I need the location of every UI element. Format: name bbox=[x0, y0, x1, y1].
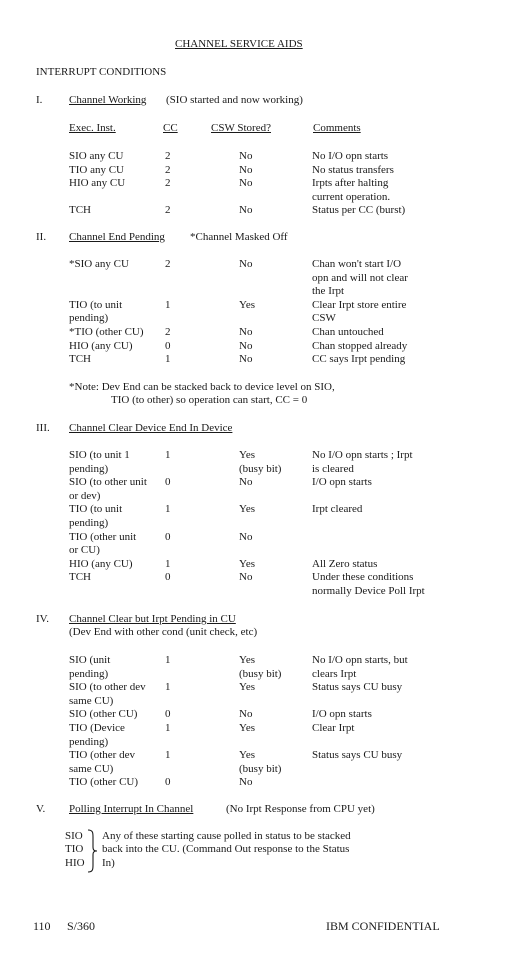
cell-csw-stored: Yes bbox=[239, 557, 256, 570]
cell-cc: 1 bbox=[165, 298, 171, 311]
cell-comment: Status per CC (burst) bbox=[312, 204, 406, 217]
brace-text-line1: Any of these starting cause polled in status to be stacked bbox=[102, 830, 351, 842]
footer-series: S/360 bbox=[67, 919, 96, 933]
cell-comment: No I/O opn starts bbox=[312, 150, 389, 162]
cell-csw-stored: (busy bit) bbox=[239, 462, 282, 475]
cell-cc: 1 bbox=[165, 722, 171, 734]
cell-exec-inst: TIO (to unit bbox=[69, 503, 123, 516]
cell-csw-stored: Yes bbox=[239, 503, 256, 516]
cell-comment: I/O opn starts bbox=[312, 708, 372, 721]
brace-text-line3: In) bbox=[102, 857, 115, 869]
cell-csw-stored: No bbox=[239, 476, 253, 489]
section-5-numeral: V. bbox=[36, 803, 46, 815]
section-4-heading-note: (Dev End with other cond (unit check, etc) bbox=[69, 626, 258, 638]
cell-exec-inst: TCH bbox=[69, 353, 91, 366]
section-2-heading: Channel End Pending bbox=[69, 231, 165, 243]
column-header-comments: Comments bbox=[313, 122, 361, 134]
cell-comment: current operation. bbox=[312, 190, 391, 203]
cell-csw-stored: Yes bbox=[239, 681, 256, 694]
cell-exec-inst: *TIO (other CU) bbox=[69, 326, 144, 338]
cell-exec-inst: same CU) bbox=[69, 694, 114, 707]
cell-exec-inst: TIO (other CU) bbox=[69, 776, 139, 789]
section-3-numeral: III. bbox=[36, 422, 50, 434]
cell-cc: 1 bbox=[165, 654, 171, 666]
cell-exec-inst: pending) bbox=[69, 667, 109, 680]
cell-comment: normally Device Poll Irpt bbox=[312, 585, 425, 597]
cell-cc: 1 bbox=[165, 503, 171, 516]
cell-exec-inst: SIO (other CU) bbox=[69, 708, 138, 721]
cell-exec-inst: TCH bbox=[69, 204, 91, 217]
cell-cc: 1 bbox=[165, 353, 171, 366]
cell-cc: 2 bbox=[165, 326, 171, 338]
cell-comment: No status transfers bbox=[312, 163, 394, 176]
cell-comment: Status says CU busy bbox=[312, 681, 403, 694]
cell-cc: 1 bbox=[165, 749, 171, 762]
cell-comment: the Irpt bbox=[312, 285, 345, 298]
section-3-heading: Channel Clear Device End In Device bbox=[69, 422, 233, 434]
cell-cc: 1 bbox=[165, 557, 171, 570]
section-4-numeral: IV. bbox=[36, 613, 49, 625]
column-header-csw-stored: CSW Stored? bbox=[211, 122, 271, 134]
cell-csw-stored: No bbox=[239, 530, 253, 543]
cell-comment: clears Irpt bbox=[312, 667, 357, 680]
cell-csw-stored: No bbox=[239, 571, 253, 584]
cell-exec-inst: TIO (other dev bbox=[69, 749, 135, 762]
cell-exec-inst: SIO (to other unit bbox=[69, 476, 147, 489]
cell-exec-inst: HIO any CU bbox=[69, 177, 126, 190]
footer-classification: IBM CONFIDENTIAL bbox=[326, 919, 440, 933]
cell-cc: 0 bbox=[165, 708, 171, 721]
cell-csw-stored: Yes bbox=[239, 654, 256, 666]
cell-exec-inst: SIO (unit bbox=[69, 654, 111, 666]
cell-comment: Chan won't start I/O bbox=[312, 258, 402, 270]
cell-comment: Clear Irpt store entire bbox=[312, 298, 407, 311]
page-title: CHANNEL SERVICE AIDS bbox=[175, 38, 303, 50]
cell-cc: 0 bbox=[165, 339, 171, 352]
cell-exec-inst: HIO (any CU) bbox=[69, 339, 133, 352]
cell-csw-stored: (busy bit) bbox=[239, 667, 282, 680]
cell-csw-stored: No bbox=[239, 776, 253, 789]
cell-exec-inst: or dev) bbox=[69, 489, 101, 502]
cell-cc: 2 bbox=[165, 204, 171, 217]
cell-exec-inst: TIO (other unit bbox=[69, 530, 137, 543]
cell-csw-stored: No bbox=[239, 708, 253, 721]
cell-exec-inst: SIO (to unit 1 bbox=[69, 449, 130, 461]
section-1-numeral: I. bbox=[36, 94, 43, 106]
cell-cc: 2 bbox=[165, 177, 171, 190]
cell-comment: Chan stopped already bbox=[312, 339, 408, 352]
cell-comment: Chan untouched bbox=[312, 326, 384, 338]
cell-cc: 0 bbox=[165, 476, 171, 489]
cell-csw-stored: No bbox=[239, 353, 253, 366]
page-subtitle: INTERRUPT CONDITIONS bbox=[36, 66, 167, 78]
cell-csw-stored: No bbox=[239, 163, 253, 176]
cell-exec-inst: TIO (to unit bbox=[69, 298, 123, 311]
cell-csw-stored: No bbox=[239, 339, 253, 352]
cell-csw-stored: No bbox=[239, 177, 253, 190]
cell-comment: I/O opn starts bbox=[312, 476, 372, 489]
cell-exec-inst: TIO any CU bbox=[69, 163, 124, 176]
section-2-heading-note: *Channel Masked Off bbox=[190, 231, 288, 243]
cell-cc: 2 bbox=[165, 163, 171, 176]
cell-comment: opn and will not clear bbox=[312, 271, 408, 284]
brace-text-line2: back into the CU. (Command Out response to the Status bbox=[102, 843, 350, 855]
cell-exec-inst: TIO (Device bbox=[69, 722, 125, 734]
cell-comment: All Zero status bbox=[312, 557, 378, 570]
cell-exec-inst: or CU) bbox=[69, 544, 100, 557]
cell-exec-inst: pending) bbox=[69, 517, 109, 529]
cell-cc: 2 bbox=[165, 258, 171, 270]
cell-csw-stored: Yes bbox=[239, 298, 256, 311]
column-header-cc: CC bbox=[163, 122, 178, 134]
cell-exec-inst: pending) bbox=[69, 462, 109, 475]
cell-csw-stored: No bbox=[239, 150, 253, 162]
cell-csw-stored: No bbox=[239, 204, 253, 217]
section-1-heading: Channel Working bbox=[69, 94, 147, 106]
cell-exec-inst: HIO (any CU) bbox=[69, 557, 133, 570]
curly-brace-icon bbox=[86, 829, 98, 873]
cell-csw-stored: No bbox=[239, 258, 253, 270]
cell-exec-inst: pending) bbox=[69, 735, 109, 748]
cell-comment: Clear Irpt bbox=[312, 722, 355, 734]
section-5-heading: Polling Interrupt In Channel bbox=[69, 803, 194, 815]
cell-exec-inst: TCH bbox=[69, 571, 91, 584]
cell-exec-inst: SIO any CU bbox=[69, 150, 124, 162]
cell-csw-stored: (busy bit) bbox=[239, 762, 282, 775]
cell-csw-stored: No bbox=[239, 326, 253, 338]
cell-exec-inst: *SIO any CU bbox=[69, 258, 129, 270]
cell-comment: No I/O opn starts ; Irpt bbox=[312, 449, 413, 461]
section-4-heading: Channel Clear but Irpt Pending in CU bbox=[69, 613, 236, 625]
footer-page-number: 110 bbox=[33, 919, 51, 933]
column-header-exec-inst: Exec. Inst. bbox=[69, 122, 116, 134]
cell-cc: 1 bbox=[165, 681, 171, 694]
section-2-numeral: II. bbox=[36, 231, 47, 243]
cell-comment: Status says CU busy bbox=[312, 749, 403, 762]
cell-cc: 0 bbox=[165, 776, 171, 789]
section-5-heading-note: (No Irpt Response from CPU yet) bbox=[226, 803, 375, 815]
cell-exec-inst: pending) bbox=[69, 312, 109, 325]
section-1-heading-note: (SIO started and now working) bbox=[166, 94, 303, 106]
cell-cc: 0 bbox=[165, 571, 171, 584]
cell-comment: is cleared bbox=[312, 462, 354, 475]
cell-cc: 2 bbox=[165, 150, 171, 162]
section-2-note-line1: *Note: Dev End can be stacked back to device level on SIO, bbox=[69, 381, 335, 393]
cell-comment: Irpts after halting bbox=[312, 177, 389, 190]
cell-csw-stored: Yes bbox=[239, 749, 256, 762]
cell-cc: 1 bbox=[165, 449, 171, 461]
cell-exec-inst: SIO (to other dev bbox=[69, 681, 146, 694]
brace-item-sio: SIO bbox=[65, 830, 83, 842]
cell-comment: No I/O opn starts, but bbox=[312, 654, 408, 666]
section-2-note-line2: TIO (to other) so operation can start, CC = 0 bbox=[111, 394, 308, 406]
cell-cc: 0 bbox=[165, 530, 171, 543]
brace-item-hio: HIO bbox=[65, 857, 85, 869]
cell-csw-stored: Yes bbox=[239, 449, 256, 461]
cell-comment: Irpt cleared bbox=[312, 503, 363, 516]
cell-csw-stored: Yes bbox=[239, 722, 256, 734]
cell-exec-inst: same CU) bbox=[69, 762, 114, 775]
cell-comment: CC says Irpt pending bbox=[312, 353, 406, 366]
cell-comment: CSW bbox=[312, 312, 336, 325]
brace-item-tio: TIO bbox=[65, 843, 84, 855]
cell-comment: Under these conditions bbox=[312, 571, 414, 584]
